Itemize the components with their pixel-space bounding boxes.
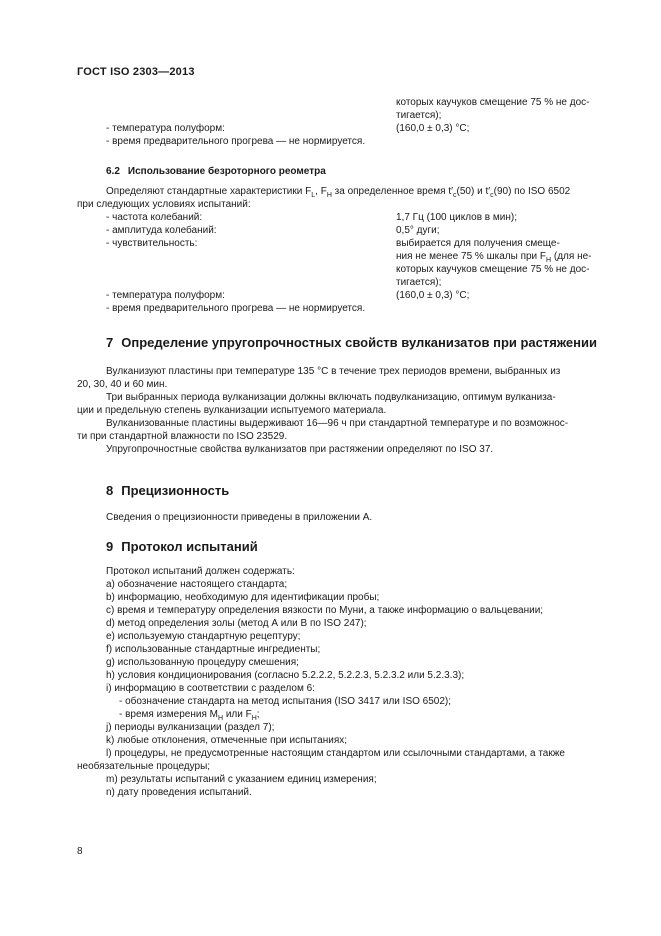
section-number: 9 (106, 539, 114, 554)
list-item: b) информацию, необходимую для идентификации пробы; (106, 592, 380, 603)
sensitivity-value-line: тигается); (396, 277, 442, 288)
sensitivity-value-line: которых каучуков смещение 75 % не дос- (396, 264, 590, 275)
list-subitem: - время измерения $M_H$ или $F_H$; (119, 709, 260, 722)
section-7-paragraph-line: 20, 30, 40 и 60 мин. (77, 379, 168, 390)
section-title: Прецизионность (121, 483, 230, 498)
preheat-line: - время предварительного прогрева — не нормируется. (106, 136, 366, 147)
list-item: m) результаты испытаний с указанием единиц измерения; (106, 774, 377, 785)
temperature-label: - температура полуформ: (106, 123, 225, 134)
list-item: l) процедуры, не предусмотренные настоящим стандартом или ссылочными стандартами, а также (106, 748, 565, 759)
list-item: n) дату проведения испытаний. (106, 787, 252, 798)
section-8-heading (106, 483, 229, 498)
section-title: Определение упругопрочностных свойств вулканизатов при растяжении (121, 335, 597, 350)
list-item: h) условия кондиционирования (согласно 5.2.2.2, 5.2.2.3, 5.2.3.2 или 5.2.3.3); (106, 670, 465, 681)
sensitivity-value-line: выбирается для получения смеще- (396, 238, 560, 249)
section-7-paragraph-line: Три выбранных периода вулканизации должны включать подвулканизацию, оптимум вулканиза- (106, 392, 556, 403)
section-6-2-paragraph-line: Определяют стандартные характеристики $F_L$, $F_H$ за определенное время $t'_c(50)$ и $t'_c(90)$ по ISO 6502 (106, 186, 571, 199)
sensitivity-value-line: ния не менее 75 % шкалы при $F_H$ (для не- (396, 251, 592, 264)
section-6-2-paragraph-line: при следующих условиях испытаний: (77, 199, 251, 210)
subsection-title: Использование безроторного реометра (127, 166, 326, 177)
section-7-paragraph-line: Вулканизуют пластины при температуре 135 °С в течение трех периодов времени, выбранных из (106, 366, 561, 377)
continued-value-line: которых каучуков смещение 75 % не дос- (396, 97, 590, 108)
list-subitem: - обозначение стандарта на метод испытания (ISO 3417 или ISO 6502); (119, 696, 452, 707)
section-title: Протокол испытаний (121, 539, 258, 554)
list-item: k) любые отклонения, отмеченные при испытаниях; (106, 735, 348, 746)
section-7-paragraph-line: Упругопрочностные свойства вулканизатов при растяжении определяют по ISO 37. (106, 444, 494, 455)
list-item: e) используемую стандартную рецептуру; (106, 631, 301, 642)
frequency-label: - частота колебаний: (106, 212, 203, 223)
list-item-continuation: необязательные процедуры; (77, 761, 211, 772)
list-item: c) время и температуру определения вязкости по Муни, а также информацию о вальцевании; (106, 605, 544, 616)
section-7-heading (106, 335, 597, 350)
temperature-value: (160,0 ± 0,3) °С; (396, 290, 470, 301)
continued-value-line: тигается); (396, 110, 442, 121)
temperature-label: - температура полуформ: (106, 290, 225, 301)
section-8-paragraph: Сведения о прецизионности приведены в приложении А. (106, 512, 373, 523)
section-number: 7 (106, 335, 114, 350)
list-item: d) метод определения золы (метод А или В по ISO 247); (106, 618, 367, 629)
section-9-intro: Протокол испытаний должен содержать: (106, 566, 295, 577)
subsection-number: 6.2 (106, 166, 120, 177)
frequency-value: 1,7 Гц (100 циклов в мин); (396, 212, 517, 223)
section-number: 8 (106, 483, 114, 498)
sensitivity-label: - чувствительность: (106, 238, 198, 249)
preheat-line: - время предварительного прогрева — не нормируется. (106, 303, 366, 314)
temperature-value: (160,0 ± 0,3) °С; (396, 123, 470, 134)
list-item: j) периоды вулканизации (раздел 7); (106, 722, 275, 733)
list-item: i) информацию в соответствии с разделом 6: (106, 683, 315, 694)
section-7-paragraph-line: ти при стандартной влажности по ISO 23529. (77, 431, 288, 442)
section-9-heading (106, 539, 258, 554)
amplitude-label: - амплитуда колебаний: (106, 225, 217, 236)
list-item: a) обозначение настоящего стандарта; (106, 579, 288, 590)
list-item: f) использованные стандартные ингредиенты; (106, 644, 321, 655)
subsection-6-2-heading (106, 166, 326, 177)
section-7-paragraph-line: Вулканизованные пластины выдерживают 16—96 ч при стандартной температуре и по возможнос- (106, 418, 569, 429)
list-item: g) использованную процедуру смешения; (106, 657, 299, 668)
amplitude-value: 0,5° дуги; (396, 225, 440, 236)
page-number: 8 (77, 846, 83, 857)
section-7-paragraph-line: ции и предельную степень вулканизации испытуемого материала. (77, 405, 387, 416)
document-header: ГОСТ ISO 2303—2013 (77, 66, 195, 78)
